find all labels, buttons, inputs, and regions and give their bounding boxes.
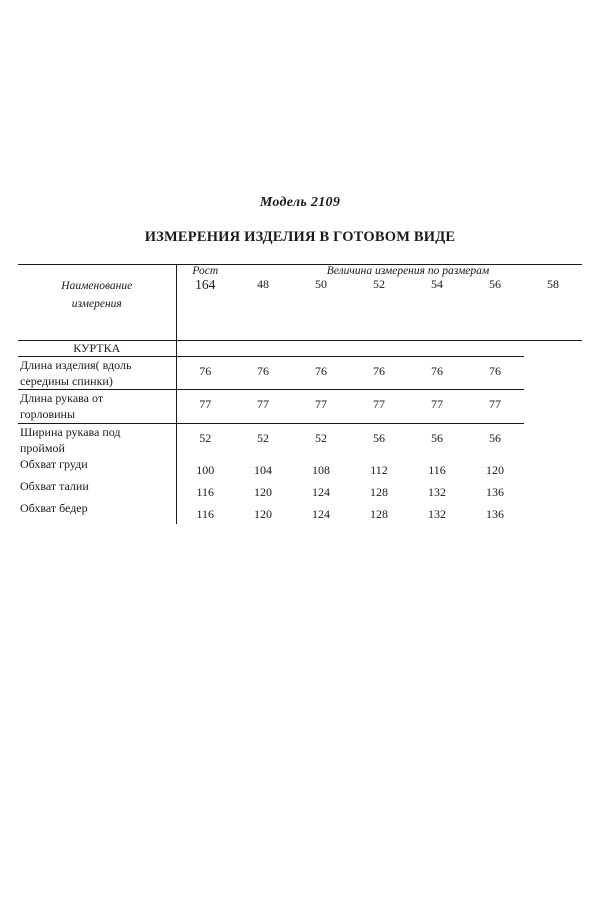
row-5-value-48: 116 — [176, 500, 234, 522]
row-1-value-56: 77 — [408, 390, 466, 423]
bottom-spacer-name — [18, 522, 176, 524]
row-4-value-48: 116 — [176, 478, 234, 500]
header-rost-label: Рост — [176, 265, 234, 278]
model-title: Модель 2109 — [259, 195, 341, 210]
header-sizes-label: Величина измерения по размерам — [234, 265, 582, 278]
header-name-cell-spacer — [18, 265, 176, 278]
row-4-value-54: 128 — [370, 484, 388, 499]
row-5-value-52: 124 — [312, 506, 330, 521]
row-label-2 — [18, 423, 176, 456]
row-1-value-48: 77 — [176, 390, 234, 423]
row-5-value-50: 120 — [254, 506, 272, 521]
header-size-56: 56 — [489, 277, 501, 291]
row-2-value-50: 52 — [234, 423, 292, 456]
header-size-50: 50 — [315, 277, 327, 291]
row-label-0-line1: Длина изделия( вдоль — [20, 357, 132, 372]
header-size-54: 54 — [431, 277, 443, 291]
row-label-4: Обхват талии — [20, 478, 89, 493]
bottom-spacer-rost — [176, 522, 234, 524]
measurements-table — [18, 264, 582, 524]
row-3-value-54: 112 — [370, 462, 388, 477]
table-row — [18, 478, 582, 500]
table-row — [18, 500, 582, 522]
group-label-jacket: КУРТКА — [18, 340, 176, 356]
row-0-value-52: 76 — [292, 356, 350, 389]
row-2-value-52: 52 — [292, 423, 350, 456]
row-5-value-56: 132 — [428, 506, 446, 521]
row-label-5: Обхват бедер — [20, 500, 88, 515]
row-label-1-line2: горловины — [20, 407, 76, 422]
table-bottom-spacer — [18, 522, 582, 524]
table-row — [18, 456, 582, 478]
header-name-label-line2: измерения — [71, 298, 122, 311]
measurement-document — [18, 195, 582, 524]
header-size-48: 48 — [257, 277, 269, 291]
row-label-2-line2: проймой — [20, 440, 65, 455]
row-5-value-58: 136 — [486, 506, 504, 521]
group-row-jacket — [18, 340, 582, 356]
table-header-spacer — [18, 314, 582, 341]
spacer-name — [18, 314, 176, 341]
row-2-value-48: 52 — [176, 423, 234, 456]
spacer-sizes — [234, 314, 582, 341]
bottom-spacer-sizes — [234, 522, 582, 524]
document-title: ИЗМЕРЕНИЯ ИЗДЕЛИЯ В ГОТОВОМ ВИДЕ — [144, 229, 456, 245]
header-rost-value: 164 — [176, 277, 234, 314]
row-3-value-56: 116 — [428, 462, 446, 477]
row-3-value-52: 108 — [312, 462, 330, 477]
row-label-0-line2: середины спинки) — [20, 373, 113, 388]
row-0-value-56: 76 — [408, 356, 466, 389]
row-3-value-58: 120 — [486, 462, 504, 477]
row-label-3: Обхват груди — [20, 456, 88, 471]
row-label-0 — [18, 356, 176, 389]
row-4-value-50: 120 — [254, 484, 272, 499]
row-4-value-52: 124 — [312, 484, 330, 499]
header-size-52: 52 — [373, 277, 385, 291]
header-size-58: 58 — [547, 277, 559, 291]
row-1-value-54: 77 — [350, 390, 408, 423]
row-2-value-54: 56 — [350, 423, 408, 456]
row-5-value-54: 128 — [370, 506, 388, 521]
row-4-value-56: 132 — [428, 484, 446, 499]
header-name-label-line1: Наименование — [61, 280, 133, 292]
row-0-value-54: 76 — [350, 356, 408, 389]
row-4-value-58: 136 — [486, 484, 504, 499]
table-row — [18, 423, 582, 456]
header-name-label — [18, 277, 176, 314]
table-row — [18, 356, 582, 389]
row-label-1-line1: Длина рукава от — [20, 391, 104, 406]
table-header-row-2 — [18, 277, 582, 314]
row-label-1 — [18, 390, 176, 423]
row-3-value-50: 104 — [254, 462, 272, 477]
group-sizes-cell — [234, 340, 582, 356]
row-1-value-52: 77 — [292, 390, 350, 423]
row-1-value-50: 77 — [234, 390, 292, 423]
table-row — [18, 390, 582, 423]
row-1-value-58: 77 — [466, 390, 524, 423]
group-rost-cell — [176, 340, 234, 356]
row-0-value-50: 76 — [234, 356, 292, 389]
row-0-value-58: 76 — [466, 356, 524, 389]
row-2-value-58: 56 — [466, 423, 524, 456]
row-2-value-56: 56 — [408, 423, 466, 456]
row-label-2-line1: Ширина рукава под — [20, 424, 121, 439]
spacer-rost — [176, 314, 234, 341]
row-3-value-48: 100 — [176, 456, 234, 478]
table-header-row-1 — [18, 265, 582, 278]
row-0-value-48: 76 — [176, 356, 234, 389]
